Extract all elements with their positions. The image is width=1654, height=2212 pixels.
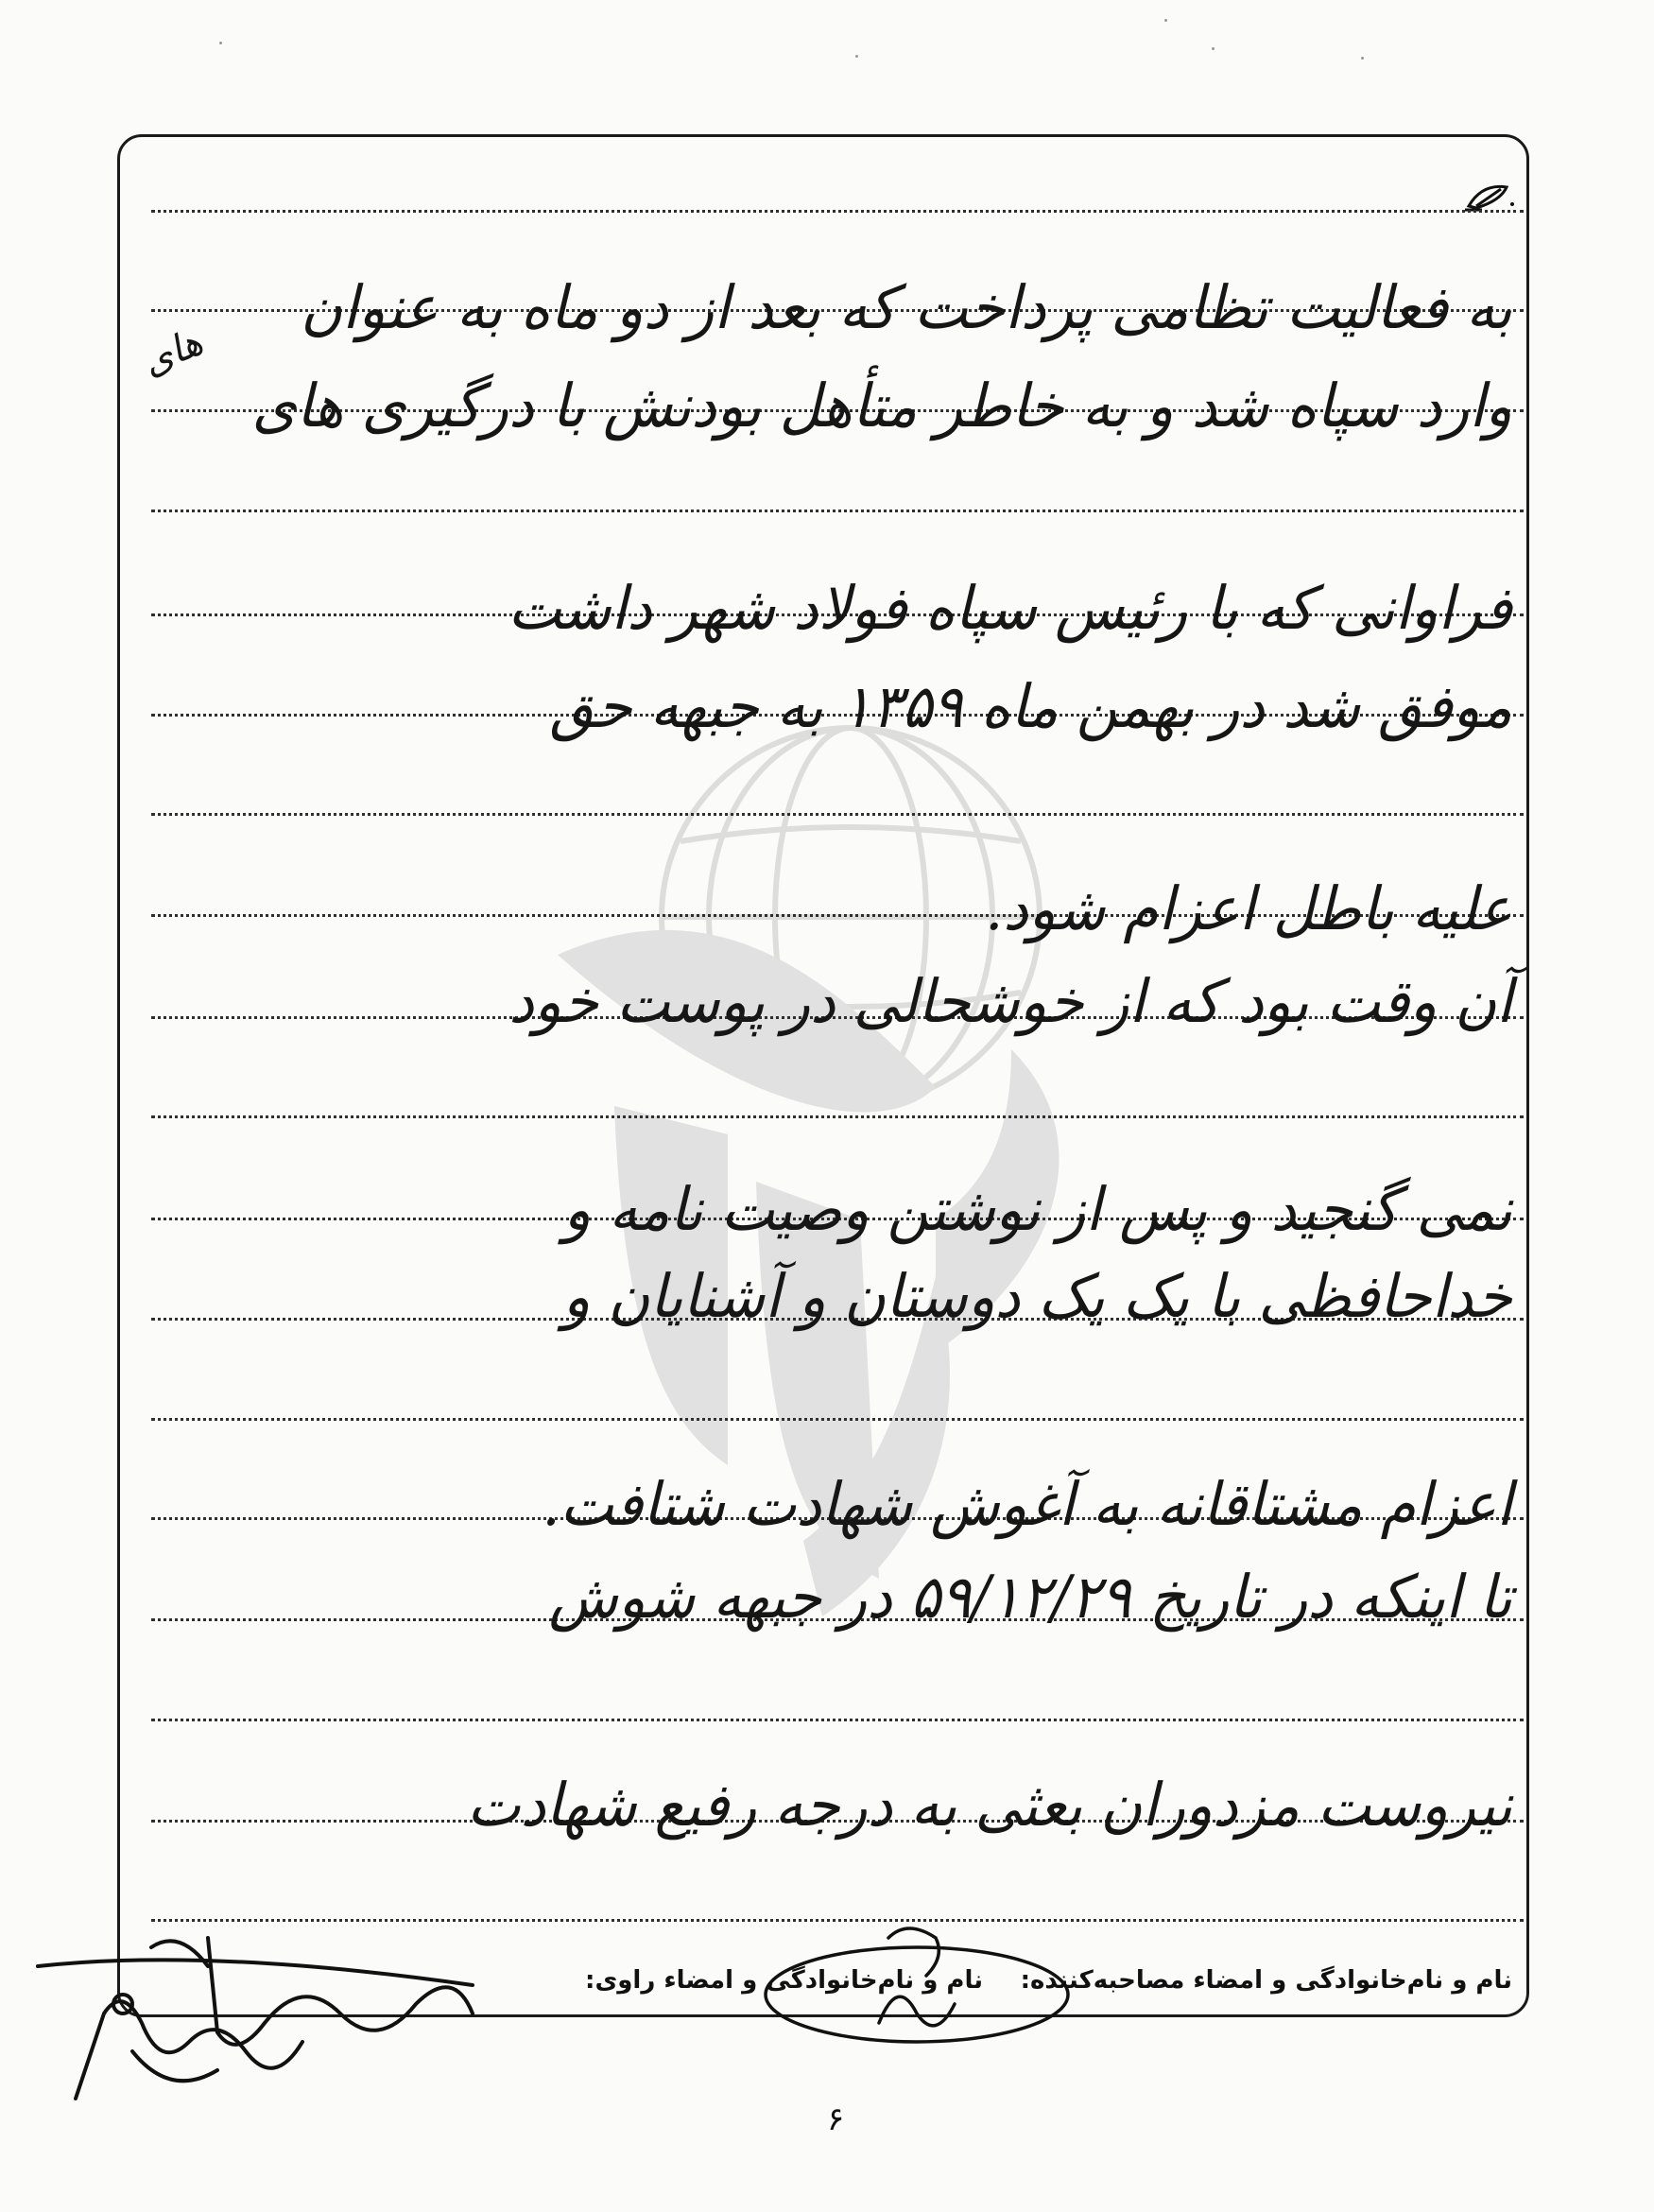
scan-speck [1361,57,1364,60]
ruled-line [151,1418,1524,1421]
handwritten-line: خداحافظی با یک یک دوستان و آشنایان و [562,1262,1512,1332]
handwritten-line: آن وقت بود که از خوشحالی در پوست خود [508,967,1512,1037]
scan-speck [219,42,222,44]
handwritten-line: فراوانی که با رئیس سپاه فولاد شهر داشت [508,574,1512,644]
scan-speck [1164,19,1167,22]
ruled-line [151,1115,1524,1118]
interviewee-label: نام و نام‌خانوادگی و امضاء مصاحبه‌کننده: [1020,1966,1512,1995]
handwritten-line: نیروست مزدوران بعثی به درجه رفیع شهادت [467,1771,1512,1840]
pen-writing-icon [1463,180,1516,214]
ruled-line [151,1719,1524,1721]
handwritten-line: اعزام مشتاقانه به آغوش شهادت شتافت. [542,1470,1512,1540]
ruled-line [151,813,1524,816]
handwritten-line: به فعالیت تظامی پرداخت که بعد از دو ماه به عنوان [301,273,1512,343]
scan-speck [1212,47,1215,50]
page-number: ۶ [827,2100,845,2138]
handwritten-line: علیه باطل اعزام شود. [985,874,1512,944]
handwritten-line: تا اینکه در تاریخ ۵۹/۱۲/۲۹ در جبهه شوش [548,1563,1512,1633]
handwritten-line: وارد سپاه شد و به خاطر متأهل بودنش با درگیری های [251,372,1512,441]
handwritten-line: موفق شد در بهمن ماه ۱۳۵۹ به جبهه حق [549,672,1512,742]
ruled-line [151,210,1524,213]
narrator-label: نام و نام‌خانوادگی و امضاء راوی: [585,1966,983,1995]
ruled-line [151,510,1524,512]
scan-speck [855,55,858,58]
handwritten-line: نمی گنجید و پس از نوشتن وصیت نامه و [563,1175,1512,1245]
margin-note: های [135,320,210,386]
interviewer-signature [756,1919,1077,2051]
narrator-signature [19,1910,491,2117]
